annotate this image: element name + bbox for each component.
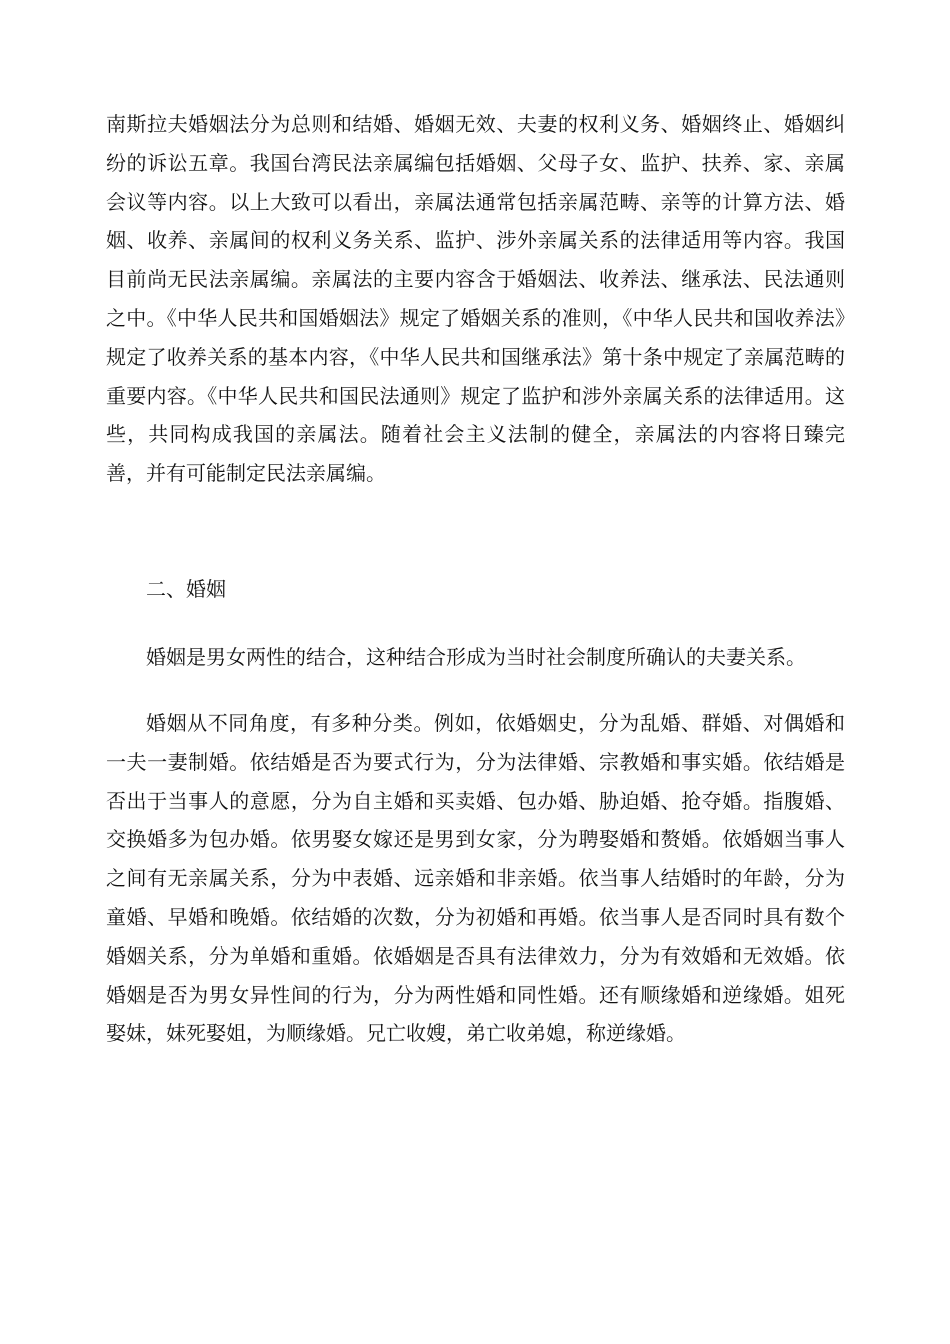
- paragraph-continued: 南斯拉夫婚姻法分为总则和结婚、婚姻无效、夫妻的权利义务、婚姻终止、婚姻纠纷的诉讼五章。我国台湾民法亲属编包括婚姻、父母子女、监护、扶养、家、亲属会议等内容。以上大致可以看出，亲属法通常包括亲属范畴、亲等的计算方法、婚姻、收养、亲属间的权利义务关系、监护、涉外亲属关系的法律适用等内容。我国目前尚无民法亲属编。亲属法的主要内容含于婚姻法、收养法、继承法、民法通则之中。《中华人民共和国婚姻法》规定了婚姻关系的准则，《中华人民共和国收养法》规定了收养关系的基本内容，《中华人民共和国继承法》第十条中规定了亲属范畴的重要内容。《中华人民共和国民法通则》规定了监护和涉外亲属关系的法律适用。这些，共同构成我国的亲属法。随着社会主义法制的健全，亲属法的内容将日臻完善，并有可能制定民法亲属编。: [106, 112, 845, 486]
- paragraph-classification: 婚姻从不同角度，有多种分类。例如，依婚姻史，分为乱婚、群婚、对偶婚和一夫一妻制婚。依结婚是否为要式行为，分为法律婚、宗教婚和事实婚。依结婚是否出于当事人的意愿，分为自主婚和买卖婚、包办婚、胁迫婚、抢夺婚。指腹婚、交换婚多为包办婚。依男娶女嫁还是男到女家，分为聘娶婚和赘婚。依婚姻当事人之间有无亲属关系，分为中表婚、远亲婚和非亲婚。依当事人结婚时的年龄，分为童婚、早婚和晚婚。依结婚的次数，分为初婚和再婚。依当事人是否同时具有数个婚姻关系，分为单婚和重婚。依婚姻是否具有法律效力，分为有效婚和无效婚。依婚姻是否为男女异性间的行为，分为两性婚和同性婚。还有顺缘婚和逆缘婚。姐死娶妹，妹死娶姐，为顺缘婚。兄亡收嫂，弟亡收弟媳，称逆缘婚。: [106, 711, 845, 1046]
- section-heading: 二、婚姻: [146, 577, 226, 601]
- paragraph-definition: 婚姻是男女两性的结合，这种结合形成为当时社会制度所确认的夫妻关系。: [146, 645, 806, 669]
